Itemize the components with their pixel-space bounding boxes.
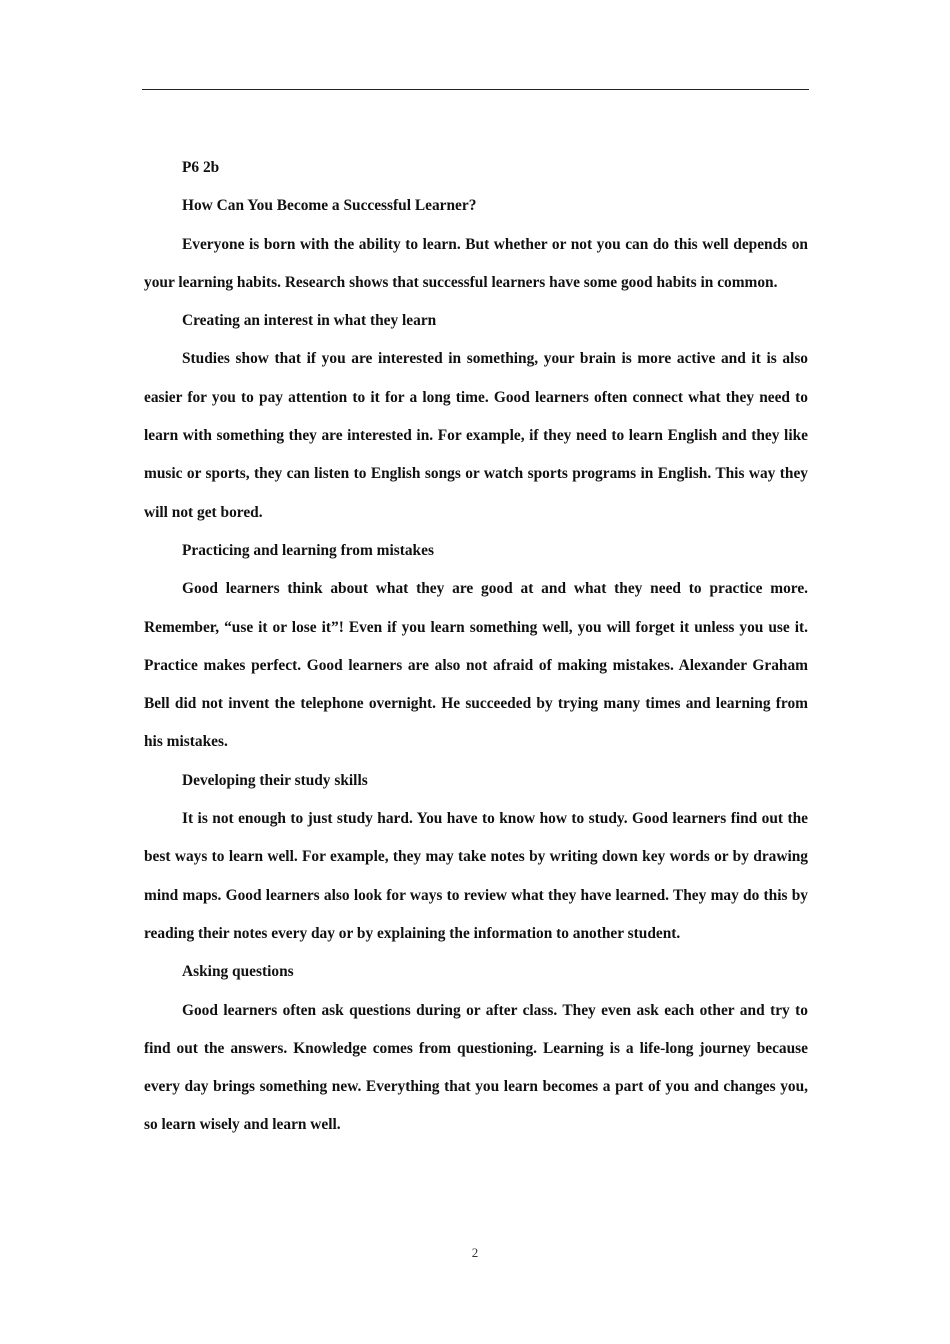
section-heading-practicing: Practicing and learning from mistakes	[182, 541, 434, 559]
section-body-study-skills: It is not enough to just study hard. You have to know how to study. Good learners find out the best ways to learn well. For example, they may take notes by writing down key words or by drawing mind maps. Good learners also look for ways to review what they have learned. They may do this by reading their notes every day or by explaining the information to another student.	[144, 810, 808, 942]
header-rule	[142, 89, 809, 90]
document-title: How Can You Become a Successful Learner?	[182, 197, 477, 215]
page-number: 2	[471, 1245, 479, 1260]
section-label: P6 2b	[182, 159, 220, 176]
section-heading-questions: Asking questions	[182, 963, 294, 981]
section-heading-interest: Creating an interest in what they learn	[182, 312, 437, 330]
document-body	[144, 149, 808, 1145]
section-body-questions: Good learners often ask questions during or after class. They even ask each other and try to find out the answers. Knowledge comes from questioning. Learning is a life-long journey because every day brings something new. Everything that you learn becomes a part of you and changes you, so learn wisely and learn well.	[144, 1001, 808, 1134]
section-heading-study-skills: Developing their study skills	[182, 771, 368, 789]
section-body-interest: Studies show that if you are interested in something, your brain is more active and it is also easier for you to pay attention to it for a long time. Good learners often connect what they need to learn with something they are interested in. For example, if they need to learn English and they like music or sports, they can listen to English songs or watch sports programs in English. This way they will not get bored.	[144, 350, 808, 521]
intro-paragraph: Everyone is born with the ability to learn. But whether or not you can do this well depends on your learning habits. Research shows that successful learners have some good habits in common.	[144, 235, 808, 291]
section-body-practicing: Good learners think about what they are good at and what they need to practice more. Remember, “use it or lose it”! Even if you learn something well, you will forget it unless you use it. Practice makes perfect. Good learners are also not afraid of making mistakes. Alexander Graham Bell did not invent the telephone overnight. He succeeded by trying many times and learning from his mistakes.	[144, 580, 808, 751]
